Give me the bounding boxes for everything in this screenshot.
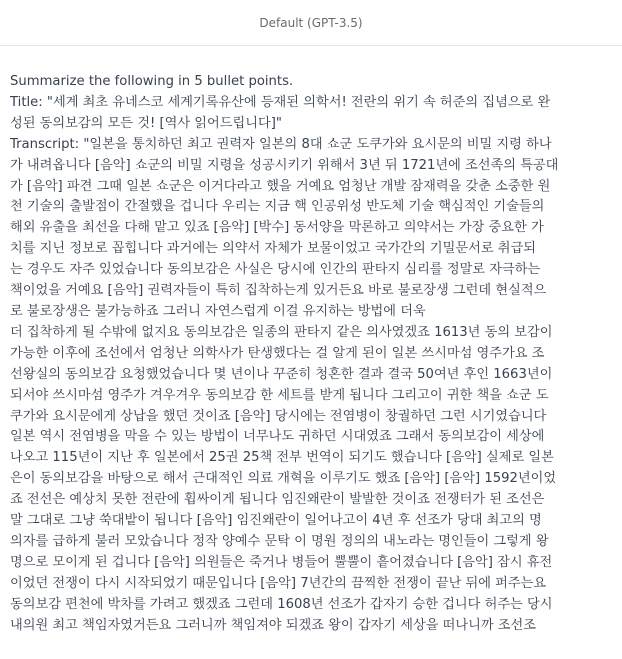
message-line: 의자를 급하게 불러 모았습니다 정작 양예수 문탁 이 명원 정의의 내노라는 명인들이 그렇게 왕 [10,533,549,549]
message-line: Transcript: "일본을 통치하던 최고 권력자 일본의 8대 쇼군 도쿠가와 요시문의 비밀 지령 하나 [10,136,552,152]
message-line: 가 내려옵니다 [음악] 쇼군의 비밀 지령을 성공시키기 위해서 3년 뒤 1721년에 조선족의 특공대 [10,157,559,173]
message-line: 말 그대로 그냥 쑥대밭이 됩니다 [음악] 임진왜란이 일어나고이 4년 후 선조가 당대 최고의 명 [10,513,542,529]
message-line: 선왕실의 동의보감 요청했었습니다 몇 년이나 꾸준히 청혼한 결과 결국 50여년 후인 1663년이 [10,366,553,382]
message-line: 동의보감 편천에 박차를 가려고 했겠죠 그런데 1608년 선조가 갑자기 승한 겁니다 허주는 당시 [10,596,553,612]
top-bar [0,0,622,46]
message-line: 는 경우도 자주 있었습니다 동의보감은 사실은 당시에 인간의 판타지 심리를 정말로 자극하는 [10,262,541,278]
message-line: 명으로 모이게 된 겁니다 [음악] 의원들은 죽거나 병들어 뿔뿔이 흩어졌습니다 [음악] 잠시 휴전 [10,554,553,570]
message-line: 책이었을 거예요 [음악] 권력자들이 특히 집착하는게 있거든요 바로 불로장생 그런데 현실적으 [10,283,547,299]
message-line: 해외 유출을 최선을 다해 맡고 있죠 [음악] [박수] 동서양을 막론하고 의약서는 가장 중요한 가 [10,220,544,236]
message-line: 가 [음악] 파견 그때 일본 쇼군은 이거다라고 했을 거예요 엄청난 개발 잠재력을 갖춘 소중한 원 [10,178,551,194]
message-line: 치를 지닌 정보로 꼽힙니다 과거에는 의약서 자체가 보물이었고 국가간의 기밀문서로 취급되 [10,241,537,257]
message-line: 성된 동의보감의 모든 것! [역사 읽어드립니다]" [10,115,282,131]
message-line: Summarize the following in 5 bullet points. [10,74,294,89]
message-line: 로 불로장생은 불가능하죠 그러니 자연스럽게 이걸 유지하는 방법에 더욱 [10,303,426,319]
message-line: 은이 동의보감을 바탕으로 해서 근대적인 의료 개혁을 이루기도 했죠 [음악] [음악] 1592년이었 [10,471,557,487]
message-line: 쿠가와 요시문에게 상납을 했던 것이죠 [음악] 당시에는 전염병이 창궐하던 그런 시기였습니다 [10,408,547,424]
message-line: Title: "세계 최초 유네스코 세계기록유산에 등재된 의학서! 전란의 위기 속 허준의 집념으로 완 [10,94,551,110]
message-line: 더 집착하게 될 수밖에 없지요 동의보감은 일종의 판타지 같은 의사였겠죠 1613년 동의 보감이 [10,324,553,340]
message-line: 나오고 115년이 지난 후 일본에서 25권 25책 전부 번역이 되기도 했습니다 [음악] 실제로 일본 [10,450,554,466]
message-line: 되서야 쓰시마섬 영주가 겨우겨우 동의보감 한 세트를 받게 됩니다 그리고이 귀한 책을 쇼군 도 [10,387,549,403]
model-label: Default (GPT-3.5) [259,15,363,30]
message-line: 가능한 이후에 조선에서 엄청난 의학사가 탄생했다는 걸 알게 된이 일본 쓰시마섬 영주가요 조 [10,345,545,361]
user-message [10,72,614,636]
message-line: 죠 전선은 예상치 못한 전란에 휩싸이게 됩니다 임진왜란이 발발한 것이죠 전쟁터가 된 조선은 [10,492,545,508]
message-line: 천 기술의 출발점이 간절했을 겁니다 우리는 지금 핵 인공위성 반도체 기술 핵심적인 기술들의 [10,199,545,215]
message-line: 내의원 최고 책임자였거든요 그러니까 책임져야 되겠죠 왕이 갑자기 세상을 떠나니까 조선조 [10,617,537,633]
message-line: 이었던 전쟁이 다시 시작되었기 때문입니다 [음악] 7년간의 끔찍한 전쟁이 끝난 뒤에 퍼주는요 [10,575,547,591]
message-line: 일본 역시 전염병을 막을 수 있는 방법이 너무나도 귀하던 시대였죠 그래서 동의보감이 세상에 [10,429,545,445]
